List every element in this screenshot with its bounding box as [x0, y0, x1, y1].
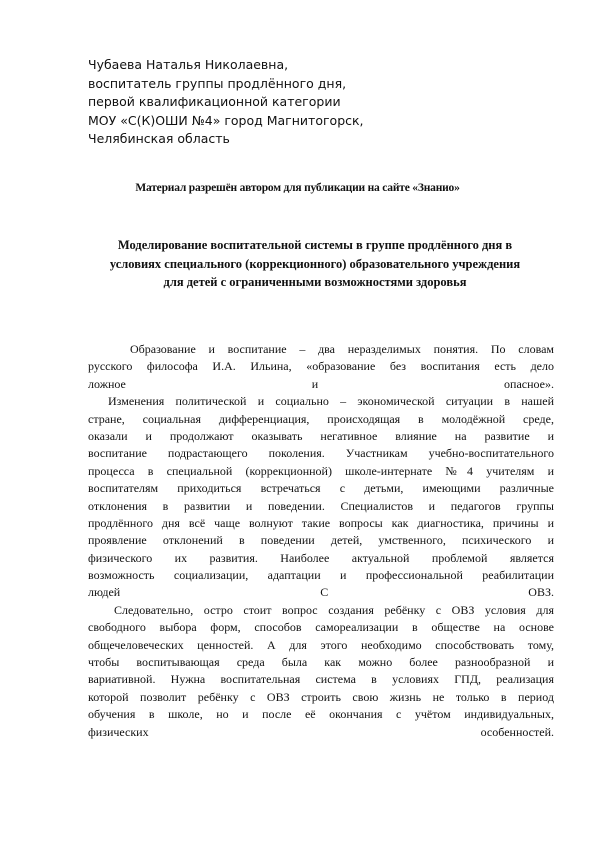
body-line: стране, социальная дифференциация, происходящая в молодёжной среде,: [88, 411, 554, 426]
body-line: свободного выбора форм, способов самореализации в обществе на основе: [88, 620, 554, 635]
body-line: чтобы воспитывающая среда была как можно более разнообразной и: [88, 655, 554, 670]
body-line: обучения в школе, но и после её окончания с учётом индивидуальных,: [88, 707, 554, 722]
author-name: Чубаева Наталья Николаевна,: [88, 57, 289, 72]
body-line: физических особенностей.: [88, 724, 554, 739]
author-position: воспитатель группы продлённого дня,: [88, 75, 347, 91]
title-line: условиях специального (коррекционного) образовательного учреждения: [109, 256, 521, 271]
body-line: отклонения в развитии и поведении. Специалистов и педагогов группы: [88, 498, 554, 513]
article-body: [88, 341, 554, 741]
body-line: возможность социализации, адаптации и профессиональной реабилитации: [88, 568, 554, 583]
title-line: для детей с ограниченными возможностями здоровья: [163, 275, 467, 289]
body-line: русского философа И.А. Ильина, «образование без воспитания есть дело: [88, 359, 554, 374]
article-title: [80, 236, 550, 292]
body-line: продлённого дня всё чаще волнуют такие вопросы как диагностика, причины и: [88, 515, 554, 530]
author-region: Челябинская область: [88, 131, 230, 146]
body-line: воспитателям приходиться встречаться с детьми, имеющими различные: [88, 481, 554, 496]
author-category: первой квалификационной категории: [88, 94, 341, 109]
body-line: проявление отклонений в поведении детей, умственного, психического и: [88, 533, 554, 548]
body-line: Следовательно, остро стоит вопрос создания ребёнку с ОВЗ условия для: [114, 602, 554, 617]
body-line: оказали и продолжают оказывать негативное влияние на развитие и: [88, 428, 554, 443]
body-line: общечеловеческих ценностей. А для этого необходимо способствовать тому,: [88, 637, 554, 652]
title-line: Моделирование воспитательной системы в группе продлённого дня в: [117, 238, 513, 252]
author-school: МОУ «С(К)ОШИ №4» город Магнитогорск,: [88, 112, 364, 128]
body-line: Изменения политической и социально – экономической ситуации в нашей: [108, 394, 554, 409]
body-line: Образование и воспитание – два неразделимых понятия. По словам: [130, 342, 554, 356]
body-line: ложное и опасное».: [88, 376, 554, 391]
body-line: людей С ОВЗ.: [88, 585, 554, 600]
author-block: [88, 56, 528, 149]
body-line: которой позволит ребёнку с ОВЗ строить свою жизнь не только в период: [88, 689, 554, 704]
body-line: вариативной. Нужна воспитательная система в условиях ГПД, реализация: [88, 672, 554, 687]
body-line: процесса в специальной (коррекционной) школе-интернате №4 учителям и: [88, 463, 554, 478]
body-line: физического их развития. Наиболее актуальной проблемой является: [88, 550, 554, 565]
publication-permission-note: Материал разрешён автором для публикации на сайте «Знанио»: [135, 182, 460, 194]
body-line: воспитание подрастающего поколения. Участникам учебно-воспитательного: [88, 446, 554, 461]
